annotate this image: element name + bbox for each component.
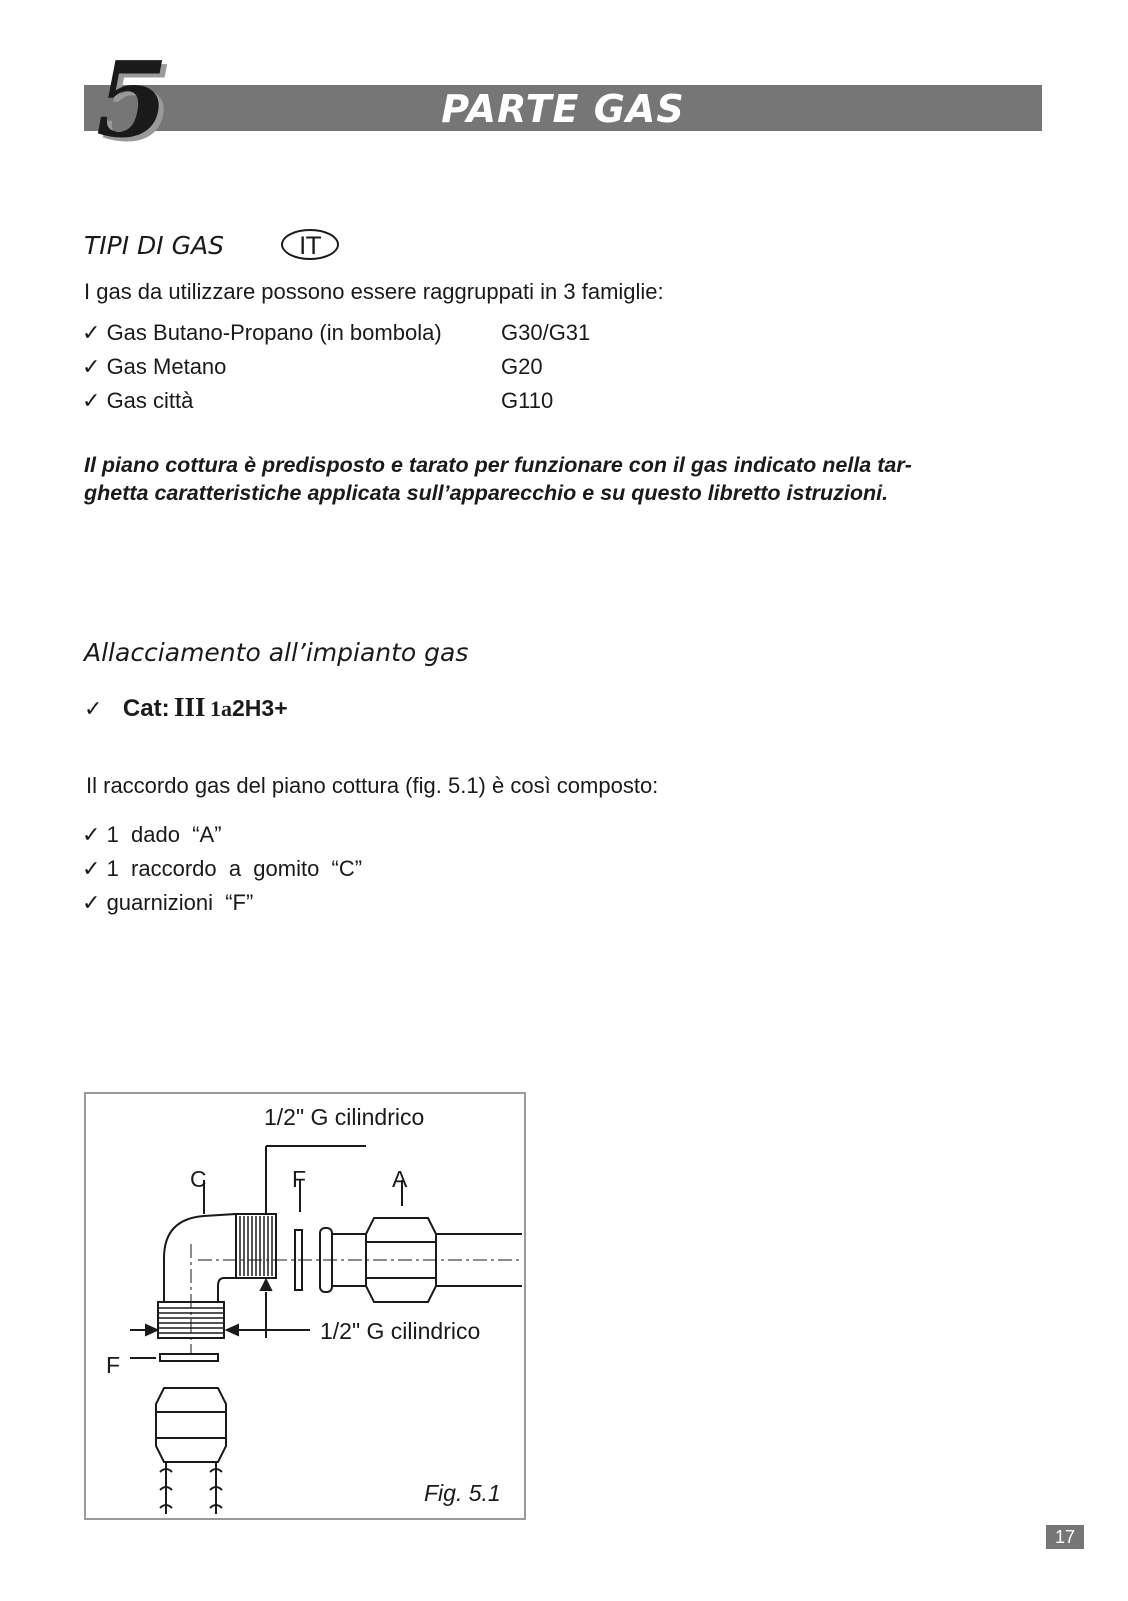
category-code-b: 2H3+ xyxy=(232,695,288,721)
notice-line: ghetta caratteristiche applicata sull’apparecchio e su questo libretto istruzioni. xyxy=(84,481,889,505)
gas-types-heading: TIPI DI GAS xyxy=(84,231,224,260)
gas-name: Gas Metano xyxy=(106,354,227,379)
component-label: 1 raccordo a gomito “C” xyxy=(106,856,363,881)
list-item xyxy=(82,822,222,848)
list-item xyxy=(82,320,442,346)
gas-code: G110 xyxy=(501,388,554,413)
check-icon: ✓ xyxy=(82,321,101,346)
check-icon: ✓ xyxy=(82,857,101,882)
chapter-title: PARTE GAS xyxy=(441,87,685,131)
country-badge: IT xyxy=(281,229,339,260)
chapter-number: 5 xyxy=(96,38,169,161)
figure-5-1 xyxy=(84,1092,526,1520)
label-a: A xyxy=(392,1166,408,1192)
thread-label-top: 1/2" G cilindrico xyxy=(264,1104,425,1130)
notice-line: Il piano cottura è predisposto e tarato per funzionare con il gas indicato nella tar- xyxy=(84,453,912,477)
component-label: guarnizioni “F” xyxy=(106,890,254,915)
gas-types-intro: I gas da utilizzare possono essere raggruppati in 3 famiglie: xyxy=(84,279,664,304)
connection-intro: Il raccordo gas del piano cottura (fig. 5.1) è così composto: xyxy=(86,773,659,798)
gas-code: G20 xyxy=(501,354,543,379)
list-item xyxy=(82,856,362,882)
gas-name: Gas città xyxy=(106,388,194,413)
gas-code: G30/G31 xyxy=(501,320,591,345)
check-icon: ✓ xyxy=(82,823,101,848)
check-icon: ✓ xyxy=(82,891,101,916)
page-number: 17 xyxy=(1046,1525,1084,1549)
category-roman: III xyxy=(174,692,206,722)
gas-name: Gas Butano-Propano (in bombola) xyxy=(106,320,442,345)
check-icon: ✓ xyxy=(82,355,101,380)
calibration-notice xyxy=(84,451,1044,507)
chapter-title-bar xyxy=(84,85,1042,131)
label-f-left: F xyxy=(106,1352,121,1378)
category-code-a: 1a xyxy=(210,696,232,721)
thread-label-bottom: 1/2" G cilindrico xyxy=(320,1318,481,1344)
check-icon: ✓ xyxy=(84,697,103,722)
check-icon: ✓ xyxy=(82,389,101,414)
category-label: Cat: xyxy=(122,695,170,722)
label-f-top: F xyxy=(292,1166,307,1192)
list-item xyxy=(82,890,253,916)
gas-fitting-diagram xyxy=(86,1094,524,1518)
category-line xyxy=(84,692,288,723)
list-item xyxy=(82,388,193,414)
label-c: C xyxy=(190,1166,207,1192)
connection-heading: Allacciamento all’impianto gas xyxy=(84,638,469,667)
list-item xyxy=(82,354,226,380)
figure-caption: Fig. 5.1 xyxy=(424,1480,501,1506)
component-label: 1 dado “A” xyxy=(106,822,222,847)
